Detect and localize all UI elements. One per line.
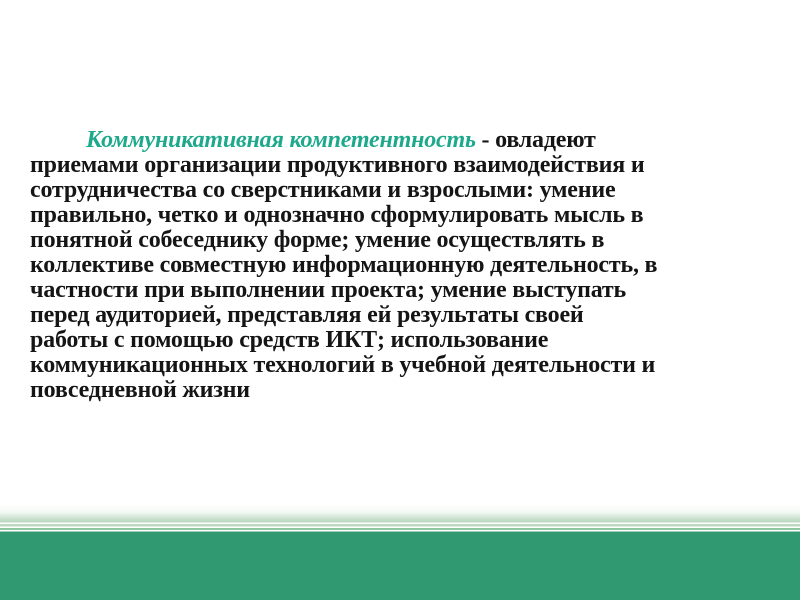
slide-text-line [30,128,775,153]
slide-text-line: сотрудничества со сверстниками и взрослыми: умение [30,177,616,203]
slide-text-line: перед аудиторией, представляя ей результаты своей [30,302,584,328]
slide-text-line: повседневной жизни [30,377,250,403]
slide-heading: Коммуникативная компетентность [86,127,476,153]
slide-text-block [30,128,775,403]
slide-text-line: понятной собеседнику форме; умение осуществлять в [30,227,605,253]
slide-heading-suffix: - овладеют [475,127,596,153]
slide-text-line: коллективе совместную информационную деятельность, в [30,252,658,278]
slide-footer-band [0,505,800,600]
slide-text-line: приемами организации продуктивного взаимодействия и [30,152,645,178]
slide-text-line: коммуникационных технологий в учебной деятельности и [30,352,656,378]
slide-text-line: работы с помощью средств ИКТ; использование [30,327,549,353]
slide-text-line: частности при выполнении проекта; умение выступать [30,277,626,303]
slide-text-line: правильно, четко и однозначно сформулировать мысль в [30,202,644,228]
